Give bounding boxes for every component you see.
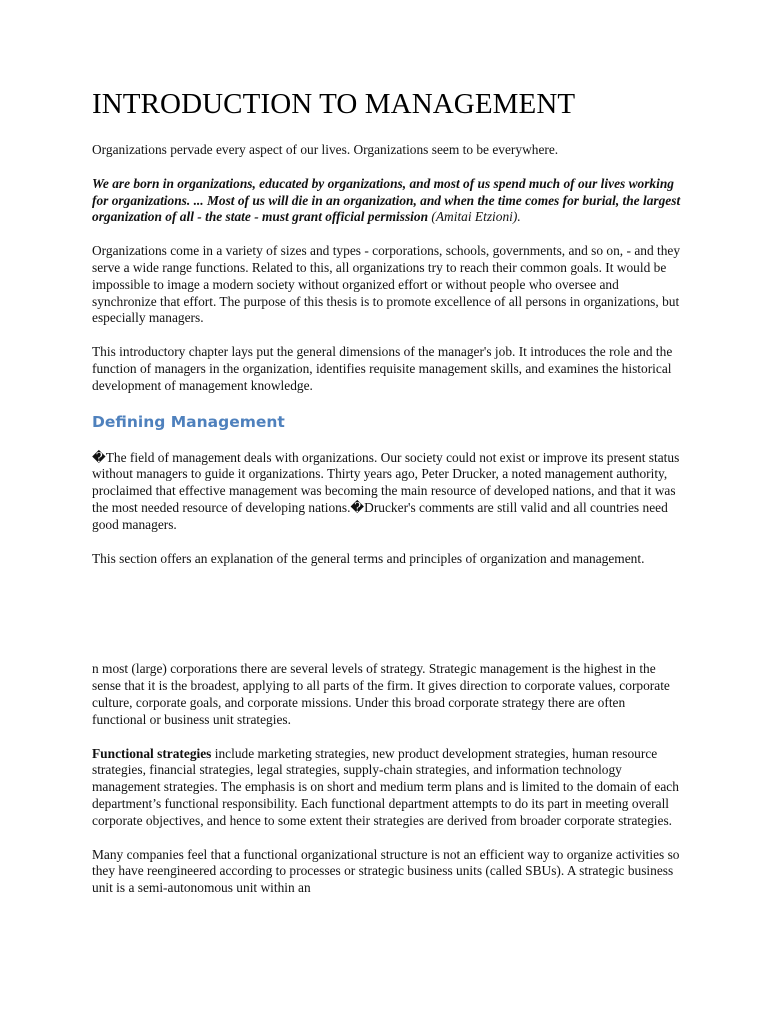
body-paragraph-6 xyxy=(92,746,682,830)
quote-paragraph xyxy=(92,176,682,226)
body-paragraph-3: �The field of management deals with organizations. Our society could not exist or improve its present status without managers to guide it organizations. Thirty years ago, Peter Drucker, a noted management authority, proclaimed that effective management was becoming the main resource of developed nations, and that it was the most needed resource of developing nations.�Drucker's comments are still valid and all countries need good managers. xyxy=(92,449,680,532)
body-paragraph-7: Many companies feel that a functional organizational structure is not an efficient way to organize activities so they have reengineered according to processes or strategic business units (called SBUs). A strategic business unit is a semi-autonomous unit within an xyxy=(92,846,680,896)
functional-strategies-text: include marketing strategies, new product development strategies, human resource strategies, financial strategies, legal strategies, supply-chain strategies, and information technology management strategies. The emphasis is on short and medium term plans and is limited to the domain of each department’s functional responsibility. Each functional department attempts to do its part in meeting overall corporate objectives, and hence to some extent their strategies are derived from broader corporate strategies. xyxy=(92,745,679,828)
section-heading: Defining Management xyxy=(92,412,285,431)
document-title: INTRODUCTION TO MANAGEMENT xyxy=(92,88,576,120)
blank-space xyxy=(92,584,682,661)
quote-text: We are born in organizations, educated by organizations, and most of us spend much of our lives working for organizations. ... Most of us will die in an organization, and when the time comes for burial, the largest organization of all - the state - must grant official permission xyxy=(92,175,681,225)
functional-strategies-term: Functional strategies xyxy=(92,745,212,761)
body-paragraph-2: This introductory chapter lays put the general dimensions of the manager's job. It introduces the role and the function of managers in the organization, identifies requisite management skills, and examines the historical development of management knowledge. xyxy=(92,344,673,393)
quote-attribution: (Amitai Etzioni). xyxy=(431,209,521,225)
body-paragraph-5: n most (large) corporations there are several levels of strategy. Strategic management is the highest in the sense that it is the broadest, applying to all parts of the firm. It gives direction to corporate values, corporate culture, corporate goals, and corporate missions. Under this broad corporate strategy there are often functional or business unit strategies. xyxy=(92,661,670,727)
body-paragraph-1: Organizations come in a variety of sizes and types - corporations, schools, governments, and so on, - and they serve a wide range functions. Related to this, all organizations try to reach their common goals. It would be impossible to image a modern society without organized effort or without people who oversee and synchronize that effort. The purpose of this thesis is to promote excellence of all persons in organizations, but especially managers. xyxy=(92,243,681,326)
document-page xyxy=(92,86,682,914)
body-paragraph-4: This section offers an explanation of the general terms and principles of organization and management. xyxy=(92,550,645,566)
intro-paragraph: Organizations pervade every aspect of our lives. Organizations seem to be everywhere. xyxy=(92,142,559,157)
